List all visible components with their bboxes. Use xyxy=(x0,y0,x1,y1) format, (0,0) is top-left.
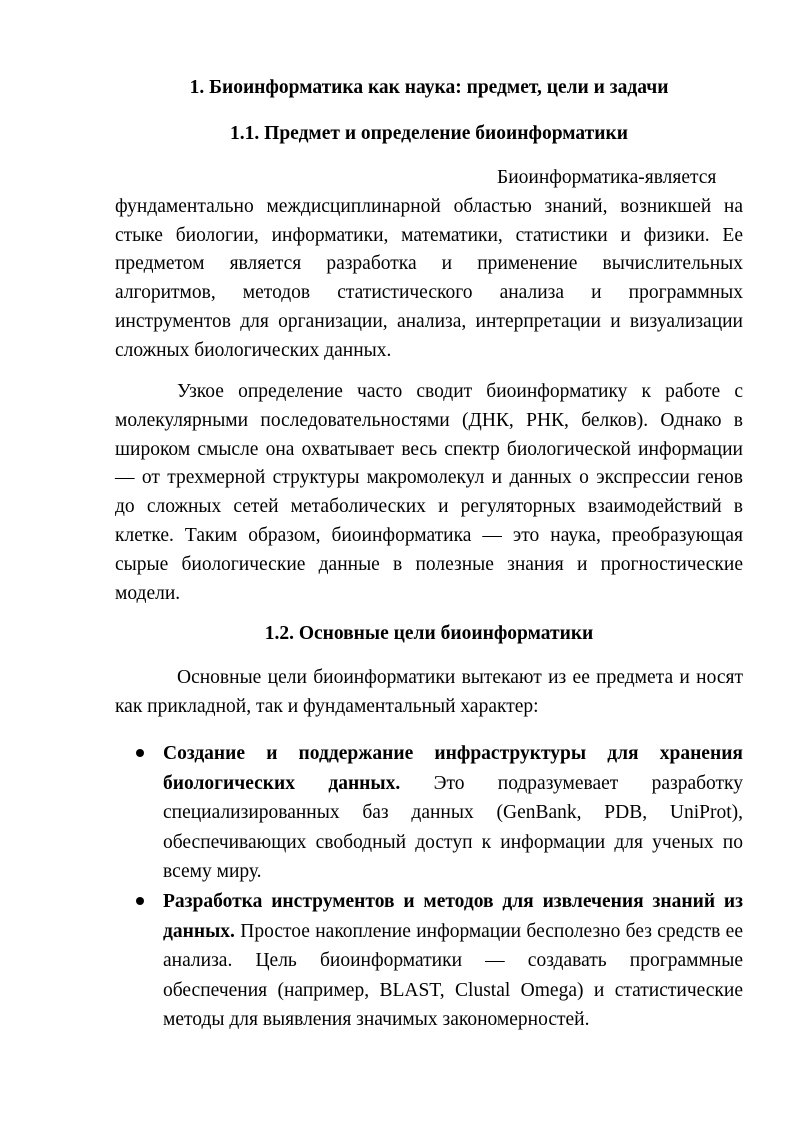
list-item-text: Простое накопление информации бесполезно без средств ее анализа. Цель биоинформатики — создавать программные обеспечения (например, BLAST, Clustal Omega) и статистические методы для выявления значимых закономерностей. xyxy=(163,920,743,1031)
list-item-title: Разработка инструментов и методов для извлечения знаний из данных. xyxy=(163,890,743,942)
section-heading-1-1: 1.1. Предмет и определение биоинформатики xyxy=(230,123,628,144)
bullet-icon xyxy=(136,897,144,905)
bullet-icon xyxy=(136,749,144,757)
section-heading-1-2: 1.2. Основные цели биоинформатики xyxy=(264,623,594,644)
goals-list xyxy=(115,739,743,1035)
list-item xyxy=(115,887,743,1035)
paragraph-narrow-definition: Узкое определение часто сводит биоинформатику к работе с молекулярными последовательностями (ДНК, РНК, белков). Однако в широком смысле она охватывает весь спектр биологической информации — от трехмерной структуры макромолекул и данных о экспрессии генов до сложных сетей метаболических и регуляторных взаимодействий в клетке. Таким образом, биоинформатика — это наука, преобразующая сырые биологические данные в полезные знания и прогностические модели. xyxy=(115,381,743,604)
list-item xyxy=(115,739,743,887)
list-item-title: Создание и поддержание инфраструктуры для хранения биологических данных. xyxy=(163,743,743,794)
list-item-text: Это подразумевает разработку специализированных баз данных (GenBank, PDB, UniProt), обеспечивающих свободный доступ к информации для ученых по всему миру. xyxy=(163,772,743,883)
paragraph-subject-definition: Биоинформатика-является фундаментально междисциплинарной областью знаний, возникшей на стыке биологии, информатики, математики, статистики и физики. Ее предметом является разработка и применение вычислительных алгоритмов, методов статистического анализа и программных инструментов для организации, анализа, интерпретации и визуализации сложных биологических данных. xyxy=(115,167,743,361)
paragraph-goals-intro: Основные цели биоинформатики вытекают из ее предмета и носят как прикладной, так и фундаментальный характер: xyxy=(115,667,743,717)
chapter-heading: 1. Биоинформатика как наука: предмет, цели и задачи xyxy=(189,77,669,98)
